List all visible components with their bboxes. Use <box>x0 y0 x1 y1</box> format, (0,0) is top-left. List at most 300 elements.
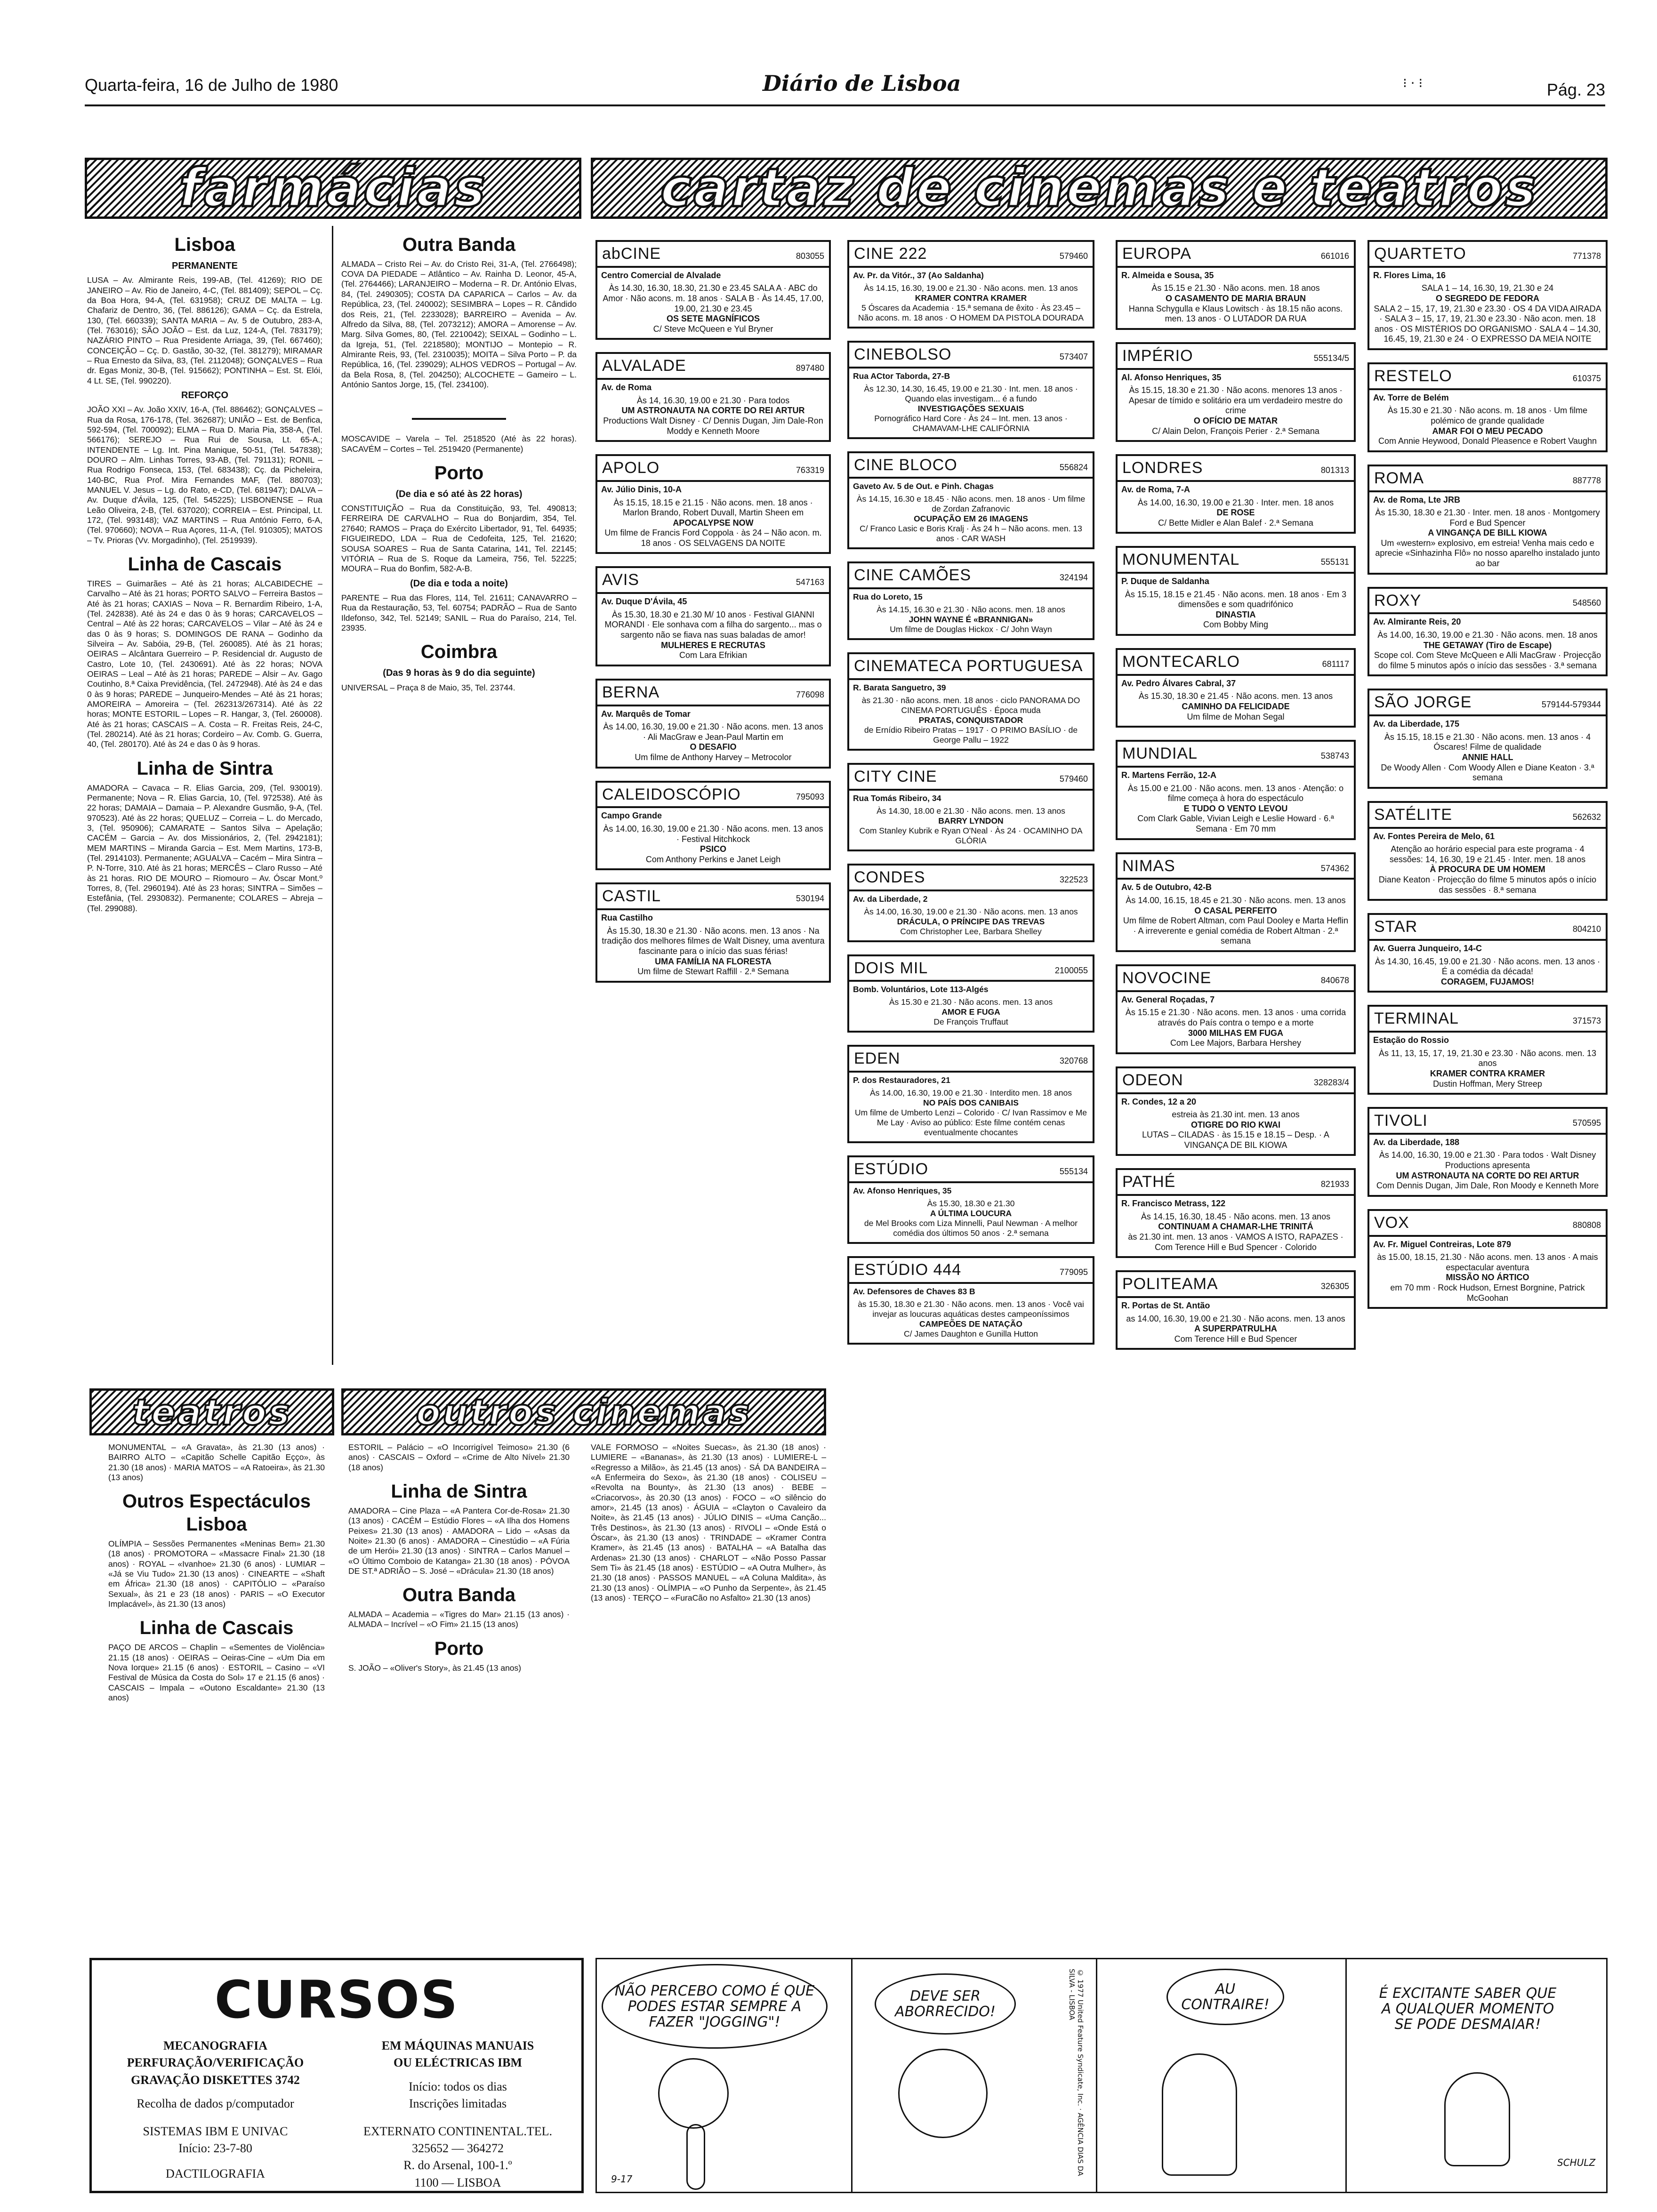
cinema-listing <box>1367 1209 1608 1309</box>
snoopy-figure-2 <box>1444 2072 1510 2166</box>
cinema-header <box>1118 456 1354 482</box>
cinema-name: LONDRES <box>1122 459 1203 477</box>
cinema-phone: 801313 <box>1320 465 1349 475</box>
farm-sintra-list: AMADORA – Cavaca – R. Elias Garcia, 209, (Tel. 930019). Permanente; Nova – R. Elias Garcia, 10, (Tel. 972538). Até às 22 horas; DAMAIA – Damaia – P. Alexandre Gusmão, 9-A, (Tel. 970523). Até às 22 horas; QUELUZ – Correia – L. do Mercado, 3, (Tel. 950906); CAMARATE – Santos Silva – Apelação; CACÉM – Garcia – Av. dos Missionários, 2, (Tel. 2942181); MEM MARTINS – Miranda Garcia – Est. Mem Martins, 173-B, (Tel. 2914103). Permanente; AGUALVA – Cacém – Mira Sintra – P. N-Torre, 310. Até às 21 horas; MERCÊS – Claro Russo – Até às 21 horas. RIO DE MOURO – Riomouro – Av. Óscar Mont.º Torres, 8, (Tel. 2960194). Até às 23 horas; SINTRA – Simões – Estefânia, (Tel. 2930832). Permanente; COLARES – Abreja – (Tel. 299088). <box>87 783 322 913</box>
cinema-address: Campo Grande <box>601 811 662 821</box>
cinema-name: CONDES <box>854 868 925 886</box>
cinema-listing <box>595 679 831 769</box>
cinema-phone: 776098 <box>796 689 824 699</box>
cinema-schedule: às 21.30 · não acons. men. 18 anos · ciclo PANORAMA DO CINEMA PORTUGUÊS · Época muda <box>861 695 1080 715</box>
section-oc-sintra: Linha de Sintra <box>391 1481 527 1502</box>
teatro-cascais-list: PAÇO DE ARCOS – Chaplin – «Sementes de Violência» 21.15 (18 anos) · OEIRAS – Oeiras-Cine – «Um Dia em Nova Iorque» 21.15 (6 anos) · ESTORIL – Casino – «VI Festival de Música da Costa do Sol» 17 e 21.15 (6 anos) · CASCAIS – Impala – «Outono Escaldante» 21.30 (13 anos) <box>108 1643 325 1702</box>
cinema-header <box>1369 690 1606 716</box>
section-teatro-cascais: Linha de Cascais <box>139 1618 294 1639</box>
cinema-schedule: Às 14.15, 16.30, 19.00 e 21.30 · Não acons. men. 13 anos <box>864 283 1078 293</box>
page-number: Pág. 23 <box>1546 80 1605 99</box>
snoopy-ears <box>686 2124 705 2190</box>
cinema-header <box>1118 1170 1354 1196</box>
movie-title: OCUPAÇÃO EM 26 IMAGENS <box>914 514 1028 524</box>
cinema-schedule: Às 15.15 e 21.30 · Não acons. men. 18 anos <box>1151 283 1320 293</box>
cinema-phone: 579460 <box>1059 251 1088 261</box>
cinema-listing <box>595 781 831 871</box>
cinema-header <box>849 1047 1093 1073</box>
cinema-header <box>1118 966 1354 992</box>
cinema-name: STAR <box>1374 918 1418 936</box>
cinema-name: MUNDIAL <box>1122 745 1198 763</box>
panel-divider <box>851 1959 853 2192</box>
panel-divider <box>1096 1959 1097 2192</box>
cinema-address: Av. de Roma, Lte JRB <box>1373 495 1461 505</box>
cinema-schedule: Às 15.30 e 21.30 · Não acons. men. 13 anos <box>889 997 1053 1007</box>
movie-credits: SALA 2 – 15, 17, 19, 21.30 e 23.30 · OS 4 DA VIDA AIRADA · SALA 3 – 15, 17, 19, 21.30 e 23.30 · Não acon. men. 18 anos · OS MISTÉRIOS DO ORGANISMO · SALA 4 – 14.30, 16.45, 19, 21.30 e 24 · O EXPRESSO DA MEIA NOITE <box>1374 304 1601 344</box>
divider <box>412 418 506 420</box>
movie-credits: LUTAS – CILADAS · às 15.15 e 18.15 – Desp. · A VINGANÇA DE BIL KIOWA <box>1142 1130 1329 1150</box>
movie-title: AMAR FOI O MEU PECADO <box>1432 426 1543 436</box>
cinema-phone: 779095 <box>1059 1267 1088 1277</box>
cinema-phone: 574362 <box>1320 863 1349 873</box>
movie-title: BARRY LYNDON <box>938 816 1004 825</box>
porto-subtitle-2: (De dia e toda a noite) <box>410 578 508 589</box>
ad-line: Inscrições limitadas <box>409 2097 507 2111</box>
movie-title: A SUPERPATRULHA <box>1194 1324 1277 1334</box>
cinema-header <box>597 354 829 380</box>
cinema-listing <box>595 454 831 554</box>
cinema-name: MONTECARLO <box>1122 653 1240 671</box>
cinema-listing <box>595 882 831 982</box>
cinema-address: Av. Fr. Miguel Contreiras, Lote 879 <box>1373 1239 1512 1249</box>
cinema-name: CALEIDOSCÓPIO <box>602 785 741 803</box>
movie-title: UM ASTRONAUTA NA CORTE DO REI ARTUR <box>621 406 805 416</box>
cinema-name: VOX <box>1374 1213 1409 1232</box>
cinema-schedule: Às 14.00, 16.30, 19.00 e 21.30 · Inter. men. 18 anos <box>1137 497 1334 507</box>
oc-porto-list: S. JOÃO – «Oliver's Story», às 21.45 (13 anos) <box>348 1663 522 1673</box>
movie-credits: De François Truffaut <box>933 1017 1008 1027</box>
cinema-header <box>849 1157 1093 1183</box>
strip-date: 9-17 <box>611 2173 633 2185</box>
cinema-address: Centro Comercial de Alvalade <box>601 270 721 280</box>
ad-line: Recolha de dados p/computador <box>137 2097 294 2111</box>
lucy-figure-2 <box>898 2049 988 2138</box>
movie-title: NO PAÍS DOS CANIBAIS <box>923 1098 1019 1108</box>
cinema-phone: 771378 <box>1572 251 1601 261</box>
cinema-address: Av. Torre de Belém <box>1373 393 1449 402</box>
movie-credits: C/ Bette Midler e Alan Balef · 2.ª Semana <box>1158 518 1313 528</box>
cinema-address: Av. da Liberdade, 188 <box>1373 1137 1460 1147</box>
cinema-address: R. Martens Ferrão, 12-A <box>1121 770 1217 780</box>
cinema-name: EDEN <box>854 1050 901 1068</box>
cinema-listing <box>1116 342 1356 442</box>
cinema-schedule: Às 15.30, 18.30 e 21.45 · Não acons. men. 13 anos <box>1138 691 1333 701</box>
movie-credits: Com Annie Heywood, Donald Pleasence e Robert Vaughn <box>1378 436 1597 446</box>
speech-bubble-2: DEVE SER ABORRECIDO! <box>875 1973 1016 2035</box>
cinema-schedule: Às 14.00, 16.15, 18.45 e 21.30 · Não acons. men. 13 anos <box>1126 895 1346 905</box>
cinema-address: R. Condes, 12 a 20 <box>1121 1097 1197 1106</box>
cinema-schedule: Às 15.15, 18.30 e 21.30 · Não acons. menores 13 anos · Apesar de tímido e solitário era um verdadeiro mestre do crime <box>1128 385 1343 416</box>
farm-porto-list-2: PARENTE – Rua das Flores, 114, Tel. 21611; CANAVARRO – Rua da Restauração, 53, Tel. 60754; PADRÃO – Rua de Santo Ildefonso, 342, Tel. 52149; SANIL – Rua do Paraíso, 214, Tel. 23935. <box>341 593 577 633</box>
cinema-name: SÃO JORGE <box>1374 693 1472 712</box>
cinema-name: ALVALADE <box>602 357 686 375</box>
cinema-header <box>849 654 1093 680</box>
cinema-phone: 795093 <box>796 792 824 801</box>
cursos-ad <box>89 1958 584 2193</box>
cinema-phone: 371573 <box>1572 1016 1601 1026</box>
cinema-address: Av. Duque D'Ávila, 45 <box>601 597 687 607</box>
cinema-header <box>597 884 829 910</box>
cinema-name: DOIS MIL <box>854 959 928 977</box>
cinema-listing <box>847 763 1094 851</box>
movie-title: O OFÍCIO DE MATAR <box>1193 416 1278 425</box>
cinema-schedule: Às 12.30, 14.30, 16.45, 19.00 e 21.30 · Int. men. 18 anos · Quando elas investigam... é a fundo <box>864 384 1078 403</box>
movie-title: CAMINHO DA FELICIDADE <box>1182 702 1290 712</box>
ad-line: EXTERNATO CONTINENTAL.TEL. 325652 — 364272 <box>363 2124 553 2155</box>
cinema-phone: 573407 <box>1059 352 1088 361</box>
cinema-schedule: Às 14.00, 16.30, 19.00 e 21.30 · Interdito men. 18 anos <box>869 1088 1072 1098</box>
cinema-address: Al. Afonso Henriques, 35 <box>1121 372 1222 382</box>
cinema-name: CINEMATECA PORTUGUESA <box>854 657 1083 675</box>
newspaper-title: Diário de Lisboa <box>763 71 961 96</box>
movie-title: O CASAMENTO DE MARIA BRAUN <box>1165 293 1306 303</box>
cinema-schedule: Às 15.00 e 21.00 · Não acons. men. 13 anos · Atenção: o filme começa à hora do espectáculo <box>1127 783 1344 803</box>
subhead-reforco: REFORÇO <box>181 390 228 401</box>
cinema-name: RESTELO <box>1374 367 1452 385</box>
farm-porto-list: CONSTITUIÇÃO – Rua da Constituição, 93, Tel. 490813; FERREIRA DE CARVALHO – Rua do Bonjardim, 354, Tel. 27640; RAMOS – Praça do Exército Libertador, 91, Tel. 64935; FIGUEIREDO, LDA – Rua de Cedofeita, 125, Tel. 21620; SOUSA SOARES – Rua de Santa Catarina, 141, Tel. 22145; VITÓRIA – Rua de S. Roque da Lameira, 756, Tel. 52225; MOURA – Rua do Bonfim, 582-A-B. <box>341 504 577 574</box>
cinema-listing <box>847 1256 1094 1345</box>
cinema-address: Av. da Liberdade, 175 <box>1373 719 1460 729</box>
farmacias-col-2 <box>341 226 577 694</box>
speech-bubble-1: NÃO PERCEBO COMO É QUE PODES ESTAR SEMPRE A FAZER "JOGGING"! <box>602 1964 828 2049</box>
cinema-schedule: estreia às 21.30 int. men. 13 anos <box>1172 1110 1300 1120</box>
outros-cinemas-col-1 <box>348 1443 570 1674</box>
movie-credits: Dustin Hoffman, Mery Streep <box>1433 1079 1542 1089</box>
cinema-listing <box>847 1045 1094 1143</box>
movie-title: E TUDO O VENTO LEVOU <box>1183 803 1288 813</box>
oc-banda-list: ALMADA – Academia – «Tigres do Mar» 21.15 (13 anos) · ALMADA – Incrível – «O Fim» 21.15 (13 anos) <box>348 1610 570 1629</box>
ad-line: R. do Arsenal, 100-1.º <box>403 2158 512 2172</box>
ad-line: EM MÁQUINAS MANUAIS <box>381 2039 534 2052</box>
movie-title: DRÁCULA, O PRÍNCIPE DAS TREVAS <box>897 916 1045 926</box>
cinema-header <box>1369 915 1606 941</box>
cinema-schedule: Às 14.00, 16.30, 19.00 e 21.30 · Para todos · Walt Disney Productions apresenta <box>1379 1150 1596 1170</box>
cinema-col-3 <box>1116 240 1356 1362</box>
cinema-address: Av. 5 de Outubro, 42-B <box>1121 882 1212 892</box>
cinema-address: Av. de Roma, 7-A <box>1121 484 1190 494</box>
cinema-address: R. Francisco Metrass, 122 <box>1121 1199 1226 1209</box>
cinema-name: ROMA <box>1374 469 1424 487</box>
cinema-listing <box>1116 240 1356 330</box>
cinema-phone: 322523 <box>1059 874 1088 884</box>
cinema-name: SATÉLITE <box>1374 805 1453 824</box>
movie-credits: Productions Walt Disney · C/ Dennis Dugan, Jim Dale-Ron Moddy e Kenneth Moore <box>603 416 823 436</box>
cinema-address: R. Almeida e Sousa, 35 <box>1121 270 1214 280</box>
cinema-header <box>597 681 829 706</box>
cinema-address: R. Flores Lima, 16 <box>1373 270 1446 280</box>
movie-title: KRAMER CONTRA KRAMER <box>915 293 1027 303</box>
cinema-listing <box>595 352 831 442</box>
cinema-listing <box>1116 454 1356 534</box>
cinema-phone: 803055 <box>796 251 824 261</box>
cinema-phone: 661016 <box>1320 251 1349 261</box>
cinema-header <box>1118 854 1354 880</box>
movie-credits: em 70 mm · Rock Hudson, Ernest Borgnine, Patrick McGoohan <box>1390 1283 1585 1303</box>
cinema-schedule: Às 15.15, 18.15 e 21.45 · Não acons. men. 18 anos · Em 3 dimensões e som quadrifónico <box>1125 589 1347 609</box>
cinema-listing <box>847 864 1094 942</box>
movie-title: DE ROSE <box>1216 508 1255 518</box>
movie-credits: Com Anthony Perkins e Janet Leigh <box>645 854 781 864</box>
cinema-header <box>849 242 1093 268</box>
cinema-address: Av. Pedro Álvares Cabral, 37 <box>1121 678 1236 688</box>
peanuts-comic <box>595 1958 1608 2193</box>
cinema-listing <box>847 341 1094 439</box>
cinema-schedule: às 15.00, 18.15, 21.30 · Não acons. men. 13 anos · A mais espectacular aventura <box>1377 1252 1598 1272</box>
section-lisboa: Lisboa <box>174 234 235 255</box>
farm-reforco-list: JOÃO XXI – Av. João XXIV, 16-A, (Tel. 886462); GONÇALVES – Rua da Rosa, 176-178, (Tel. 362687); UNIÃO – Est. de Benfica, 592-594, (Tel. 700092); ELMA – Rua D. Maria Pia, 358-A, (Tel. 566176); SEREJO – Rua Rui de Sousa, Lt. 65-A.; INTENDENTE – Lg. Int. Pina Manique, 50-51, (Tel. 547838); DOURO – Alm. Linhas Torres, 93-AB, (Tel. 791131); RONIL – Rua Rodrigo Fonseca, 153, (Tel. 683438); Cç. da Picheleira, 140-BC, Rua Prof. Mira Fernandes MAF, (Tel. 880703); MANUEL V. Jesus – Lg. do Rato, e-CD, (Tel. 681947); DALVA – Av. Duque d'Ávila, 125, (Tel. 545225); LISBONENSE – Rua Leão Oliveira, 2-B, (Tel. 637020); CORREIA – Est. Principal, Lt. 172, (Tel. 993148); VAZ MARTINS – Rua António Ferro, 6-A, (Tel. 970660); NOVA – Rua Açores, 11-A, (Tel. 910305); MATOS – Tv. Prioras (Vv. Morgadinho), (Tel. 2519939). <box>87 405 322 545</box>
cinema-schedule: Às 14.30, 18.00 e 21.30 · Não acons. men. 13 anos <box>877 806 1065 816</box>
cinema-listing <box>1367 362 1608 452</box>
cinema-phone: 610375 <box>1572 373 1601 383</box>
cinema-name: NOVOCINE <box>1122 969 1212 987</box>
cinema-schedule: Às 15.30, 18.30 e 21.30 <box>927 1198 1015 1208</box>
cinema-col-2 <box>847 240 1094 1357</box>
movie-title: THE GETAWAY (Tiro de Escape) <box>1423 640 1552 650</box>
movie-credits: Pornográfico Hard Core · Às 24 – Int. men. 13 anos · CHAMAVAM-LHE CALIFÓRNIA <box>874 413 1068 433</box>
page-header <box>85 71 1605 104</box>
cinema-header <box>1369 1211 1606 1237</box>
cinema-schedule: Às 11, 13, 15, 17, 19, 21.30 e 23.30 · Não acons. men. 13 anos <box>1379 1048 1596 1068</box>
cinema-name: CITY CINE <box>854 767 937 785</box>
cinema-listing <box>847 954 1094 1033</box>
cinema-name: BERNA <box>602 683 660 701</box>
cinema-address: Av. de Roma <box>601 383 652 393</box>
movie-credits: Um filme de Stewart Raffill · 2.ª Semana <box>637 967 789 977</box>
movie-credits: às 21.30 int. men. 13 anos · VAMOS A ISTO, RAPAZES · Com Terence Hill e Bud Spencer · Colorido <box>1128 1232 1343 1252</box>
cinema-address: Rua ACtor Taborda, 27-B <box>853 371 950 381</box>
cinema-address: Av. da Liberdade, 2 <box>853 894 928 904</box>
ad-line: 1100 — LISBOA <box>414 2175 501 2189</box>
movie-credits: Hanna Schygulla e Klaus Lowitsch · às 18.15 não acons. men. 13 anos · O LUTADOR DA RUA <box>1128 304 1343 324</box>
cinema-header <box>849 956 1093 982</box>
outros-cinemas-estoril: ESTORIL – Palácio – «O Incorrigível Teimoso» 21.30 (6 anos) · CASCAIS – Oxford – «Crime de Alto Nível» 21.30 (18 anos) <box>348 1443 570 1472</box>
cinema-phone: 570595 <box>1572 1118 1601 1128</box>
cinema-phone: 2100055 <box>1054 965 1088 975</box>
movie-credits: C/ Alain Delon, François Perier · 2.ª Semana <box>1152 426 1319 436</box>
movie-title: KRAMER CONTRA KRAMER <box>1430 1068 1545 1078</box>
movie-credits: Um filme de Umberto Lenzi – Colorido · C/ Ivan Rassimov e Me Me Lay · Aviso ao público: Este filme contém cenas eventualmente chocantes <box>854 1108 1087 1138</box>
cinema-schedule: Às 15.30, 18.30 e 21.30 · Inter. men. 18 anos · Montgomery Ford e Bud Spencer <box>1375 508 1600 528</box>
cinema-name: CASTIL <box>602 887 661 906</box>
cinema-header <box>1118 242 1354 268</box>
cinema-address: Bomb. Voluntários, Lote 113-Algés <box>853 985 989 994</box>
cinema-schedule: Às 14.15, 16.30 e 21.30 · Não acons. men. 18 anos <box>877 605 1065 615</box>
cinema-name: PATHÉ <box>1122 1173 1176 1191</box>
movie-credits: Um filme de Anthony Harvey – Metrocolor <box>635 753 792 762</box>
ad-line: Início: todos os dias <box>409 2079 507 2093</box>
cinema-name: CINE BLOCO <box>854 456 957 474</box>
movie-credits: Com Terence Hill e Bud Spencer <box>1174 1334 1297 1344</box>
cinema-schedule: Às 15.30, 18.30 e 21.30 M/ 10 anos · Festival GIANNI MORANDI · Ele sonhava com a filha do sargento... mas o sargento não se fiava nas suas baladas de amor! <box>604 609 822 640</box>
movie-credits: de Ernídio Ribeiro Pratas – 1917 · O PRIMO BASÍLIO · de George Pallu – 1922 <box>864 725 1078 745</box>
cinema-name: CINE 222 <box>854 245 927 263</box>
cinema-listing <box>1116 546 1356 636</box>
cinema-address: Av. Pr. da Vitór., 37 (Ao Saldanha) <box>853 270 984 280</box>
cinema-phone: 326305 <box>1320 1282 1349 1291</box>
cinema-name: AVIS <box>602 571 639 589</box>
movie-credits: C/ Steve McQueen e Yul Bryner <box>653 324 773 334</box>
cinema-phone: 579460 <box>1059 774 1088 784</box>
cinema-header <box>1118 650 1354 676</box>
lucy-figure <box>658 2058 729 2129</box>
cinema-address: Gaveto Av. 5 de Out. e Pinh. Chagas <box>853 481 994 491</box>
cinema-header <box>1118 344 1354 370</box>
farm-banda-list: ALMADA – Cristo Rei – Av. do Cristo Rei, 31-A, (Tel. 2766498); COVA DA PIEDADE – Atlântico – Av. Rainha D. Leonor, 45-A, (Tel. 2764466); LARANJEIRO – Moderna – R. Dr. António Elvas, 84, (Tel. 2490305); COSTA DA CAPARICA – Carlos – Av. da República, 23, (Tel. 240002); SESIMBRA – Lopes – R. Cândido dos Reis, 21, (Tel. 2233028); BARREIRO – Avenida – Av. Alfredo da Silva, 88, (Tel. 2073212); AMORA – Amorense – Av. Marg. Silva Gomes, 80, (Tel. 2210042); SEIXAL – Godinho – L. da Igreja, 51, (Tel. 2218580); MONTIJO – Montepio – R. Almirante Reis, 93, (Tel. 2310035); MOITA – Silva Porto – P. da República, 16, (Tel. 239029); ALHOS VEDROS – Portugal – Av. da Bela Rosa, 8, (Tel. 204250); ALCOCHETE – Gameiro – L. António Santos Jorge, 15, (Tel. 234100). <box>341 259 577 389</box>
cinema-phone: 887778 <box>1572 475 1601 485</box>
cinema-listing <box>1367 1107 1608 1197</box>
section-coimbra: Coimbra <box>420 641 498 663</box>
movie-credits: Diane Keaton · Projecção do filme 5 minutos após o início das sessões · 8.ª semana <box>1378 874 1597 895</box>
movie-title: JOHN WAYNE É «BRANNIGAN» <box>909 615 1033 625</box>
cinema-address: Av. Júlio Dinis, 10-A <box>601 484 682 494</box>
cinema-phone: 328283/4 <box>1313 1077 1349 1087</box>
cinema-schedule: Às 15.15, 18.15 e 21.15 · Não acons. men. 18 anos · Marlon Brando, Robert Duvall, Martin Sheen em <box>613 497 813 518</box>
cinema-col-1 <box>595 240 831 995</box>
cinema-header <box>1369 1007 1606 1033</box>
cinema-name: NIMAS <box>1122 857 1175 875</box>
cinema-phone: 821933 <box>1320 1179 1349 1189</box>
farm-lisboa-list: LUSA – Av. Almirante Reis, 199-AB, (Tel. 41269); RIO DE JANEIRO – Av. Rio de Janeiro, 4-C, (Tel. 881409); SEPOL – Cç. da Boa Hora, 94-A, (Tel. 631958); CRUZ DE MALTA – Lg. Chafariz de Dentro, 36, (Tel. 886126); GAMA – Cç. da Estrela, 130, (Tel. 660339); SANTA MARIA – Av. 5 de Outubro, 283-A, (Tel. 763016); SÃO JOÃO – Est. da Luz, 124-A, (Tel. 783179); NAZÁRIO PINTO – Rua Presidente Arriaga, 39, (Tel. 667460); CONCEIÇÃO – Cç. D. Gastão, 30-32, (Tel. 381279); MIRAMAR – Rua Ernesto da Silva, 83, (Tel. 2112048); GONÇALVES – Rua dr. Egas Moniz, 30-B, (Tel. 915662); PONTINHA – Est. St. Elói, 4 Lt. SE, (Tel. 990220). <box>87 275 322 385</box>
cinema-header <box>849 866 1093 891</box>
porto-subtitle: (De dia e só até às 22 horas) <box>395 489 523 499</box>
cinema-phone: 530194 <box>796 894 824 904</box>
cinema-header <box>1369 1109 1606 1135</box>
cinema-address: Av. Defensores de Chaves 83 B <box>853 1286 975 1296</box>
cinema-schedule: as 14.00, 16.30, 19.00 e 21.30 · Não acons. men. 13 anos <box>1126 1314 1345 1323</box>
cinema-schedule: Às 15.30, 18.30 e 21.30 · Não acons. men. 13 anos · Na tradição dos melhores filmes de Walt Disney, uma aventura fascinante para o início das suas férias! <box>602 926 825 956</box>
cinema-listing <box>1116 1168 1356 1258</box>
movie-title: APOCALYPSE NOW <box>673 518 754 528</box>
cinema-schedule: Atenção ao horário especial para este programa · 4 sessões: 14, 16.30, 19 e 21.45 · Inter. men. 18 anos <box>1389 844 1586 864</box>
cinema-address: R. Portas de St. Antão <box>1121 1301 1210 1311</box>
cinema-name: POLITEAMA <box>1122 1275 1218 1293</box>
section-outra-banda: Outra Banda <box>402 234 516 255</box>
cinema-listing <box>847 451 1094 550</box>
movie-credits: Com Bobby Ming <box>1203 620 1269 630</box>
panel-divider <box>1345 1959 1347 2192</box>
cinema-name: TERMINAL <box>1374 1010 1459 1028</box>
cinema-header <box>597 568 829 594</box>
cinema-header <box>1118 742 1354 768</box>
movie-title: MISSÃO NO ÁRTICO <box>1446 1273 1529 1282</box>
cinema-listing <box>1116 964 1356 1054</box>
cinema-phone: 880808 <box>1572 1220 1601 1230</box>
movie-title: UM ASTRONAUTA NA CORTE DO REI ARTUR <box>1396 1170 1579 1180</box>
cinema-name: ROXY <box>1374 591 1422 609</box>
cartaz-banner: cartaz de cinemas e teatros <box>591 158 1608 219</box>
cinema-phone: 579144-579344 <box>1541 700 1601 710</box>
section-outros-espectaculos: Outros Espectáculos Lisboa <box>122 1491 311 1535</box>
cinema-header <box>849 563 1093 589</box>
farm-coimbra-list: UNIVERSAL – Praça 8 de Maio, 35, Tel. 23744. <box>341 682 515 692</box>
cinema-phone: 562632 <box>1572 812 1601 822</box>
cinema-address: Estação do Rossio <box>1373 1035 1449 1045</box>
cinema-schedule: Às 14.30, 16.45, 19.00 e 21.30 · Não acons. men. 13 anos · É a comédia da década! <box>1375 956 1601 977</box>
thought-text-4: É EXCITANTE SABER QUE A QUALQUER MOMENTO SE PODE DESMAIAR! <box>1379 1985 1557 2033</box>
movie-title: A ÚLTIMA LOUCURA <box>930 1208 1012 1218</box>
movie-title: PRATAS, CONQUISTADOR <box>918 715 1023 725</box>
cinema-listing <box>595 566 831 666</box>
movie-credits: Scope col. Com Steve McQueen e Alli MacGraw · Projecção do filme 5 minutos após o início das sessões · 3.ª semana <box>1374 650 1601 670</box>
cinema-phone: 538743 <box>1320 751 1349 761</box>
cinema-listing <box>847 652 1094 751</box>
cinema-schedule: Às 14.00, 16.30, 19.00 e 21.30 · Não acons. men. 13 anos · Festival Hitchkock <box>603 824 823 844</box>
farmacias-col-1 <box>87 226 322 959</box>
cinema-schedule: Às 14, 16.30, 19.00 e 21.30 · Para todos <box>636 395 790 405</box>
cinema-header <box>1369 242 1606 268</box>
coimbra-subtitle: (Das 9 horas às 9 do dia seguinte) <box>383 668 535 679</box>
cinema-name: CINEBOLSO <box>854 345 952 363</box>
cinema-name: CINE CAMÕES <box>854 566 972 585</box>
movie-title: CORAGEM, FUJAMOS! <box>1441 977 1534 986</box>
movie-title: O SEGREDO DE FEDORA <box>1435 293 1540 303</box>
cinema-listing <box>1116 648 1356 728</box>
movie-credits: Com Christopher Lee, Barbara Shelley <box>900 926 1042 936</box>
movie-title: OTIGRE DO RIO KWAI <box>1190 1120 1280 1130</box>
movie-title: PSICO <box>700 844 726 854</box>
movie-credits: Um «western» explosivo, em estreia! Venha mais cedo e aprecie «Sinhazinha Flô» no nosso aparelho instalado junto ao bar <box>1375 538 1600 569</box>
cinema-address: Av. Guerra Junqueiro, 14-C <box>1373 943 1482 953</box>
cinema-schedule: às 15.30, 18.30 e 21.30 · Não acons. men. 13 anos · Você vai invejar as loucuras aquáticas destes campeoníssimos <box>858 1299 1084 1319</box>
movie-title: OS SETE MAGNÍFICOS <box>666 314 760 324</box>
section-oc-porto: Porto <box>434 1638 484 1659</box>
header-rule <box>85 104 1605 106</box>
teatros-banner: teatros <box>89 1388 334 1435</box>
cinema-listing <box>1116 1270 1356 1350</box>
ad-line: Início: 23-7-80 <box>178 2141 252 2155</box>
cinema-header <box>1118 548 1354 574</box>
movie-credits: Com Clark Gable, Vivian Leigh e Leslie Howard · 6.ª Semana · Em 70 mm <box>1137 814 1334 834</box>
movie-title: ANNIE HALL <box>1462 753 1513 762</box>
ad-line: MECANOGRAFIA <box>163 2039 267 2052</box>
cinema-schedule: Às 15.15 e 21.30 · Não acons. men. 13 anos · uma corrida através do País contra o tempo e a morte <box>1125 1008 1346 1027</box>
cinema-listing <box>847 1155 1094 1244</box>
cinema-header <box>849 765 1093 791</box>
outros-cinemas-col-2 <box>591 1443 826 1604</box>
cinema-phone: 548560 <box>1572 598 1601 608</box>
cinema-listing <box>1367 913 1608 993</box>
cinema-schedule: Às 15.15, 18.15 e 21.30 · Não acons. men. 13 anos · 4 Óscares! Filme de qualidade <box>1384 732 1591 752</box>
section-oc-banda: Outra Banda <box>402 1585 516 1606</box>
cinema-address: Av. Almirante Reis, 20 <box>1373 617 1461 627</box>
cinema-schedule: Às 14.00, 16.30, 19.00 e 21.30 · Não acons. men. 13 anos <box>864 906 1078 916</box>
cinema-header <box>597 456 829 482</box>
cinema-header <box>1118 1068 1354 1094</box>
cinema-listing <box>1116 852 1356 952</box>
artist-signature: SCHULZ <box>1557 2157 1596 2168</box>
farm-cascais-list: TIRES – Guimarães – Até às 21 horas; ALCABIDECHE – Carvalho – Até às 21 horas; PORTO SALVO – Ferreira Bastos – Até às 21 horas; CAXIAS – Nova – R. Bernardim Ribeiro, 1-A, (Tel. 242838). Até às 24 e das 0 às 9 horas; CARCAVELOS – Central – Até às 22 horas; CARCAVELOS – Vilar – Até às 24 e das 0 às 9 horas; S. DOMINGOS DE RANA – Godinho da Silveira – Av. Sabóia, 29-B, (Tel. 260085). Até às 21 horas; OEIRAS – Alcântara Guerreiro – P. Residencial dr. Augusto de Castro, Lote 10, (Tel. 2430691). Até às 22 horas; NOVA OEIRAS – Leal – Até às 21 horas; PAREDE – Alsir – Av. Gago Coutinho, 8.ª Caixa Previdência, (Tel. 2472948). Até às 24 e das 0 às 9 horas; PAREDE – Junqueiro-Mendes – Até às 21 horas; AMOREIRA – Amoreira – (Tel. 262313/267314). Até às 22 horas; MONTE ESTORIL – Lopes – R. Hangar, 3, (Tel. 260008). Até às 21 horas; CASCAIS – A. Costa – R. Freitas Reis, 24-C, (Tel. 280214). Até às 21 horas; Cordeiro – Av. Comb. G. Guerra, 40, (Tel. 280170). Até às 24 e das 0 às 9 horas. <box>87 578 322 749</box>
cinema-header <box>1369 466 1606 492</box>
movie-credits: Um filme de Mohan Segal <box>1187 712 1285 721</box>
cinema-phone: 556824 <box>1059 462 1088 472</box>
cinema-listing <box>847 240 1094 329</box>
movie-title: O CASAL PERFEITO <box>1194 906 1277 915</box>
cinema-listing <box>1116 740 1356 840</box>
cinema-listing <box>595 240 831 340</box>
movie-credits: Um filme de Douglas Hickox · C/ John Wayn <box>890 625 1052 634</box>
cinema-name: APOLO <box>602 459 660 477</box>
cinema-schedule: Às 14.15, 16.30, 18.45 · Não acons. men. 13 anos <box>1141 1211 1331 1221</box>
movie-credits: de Mel Brooks com Liza Minnelli, Paul Newman · A melhor comédia dos últimos 50 anos · 2.ª semana <box>864 1218 1078 1238</box>
cinema-phone: 897480 <box>796 363 824 373</box>
header-mark: ⁝ ⋅ ⁝ <box>1403 76 1423 90</box>
movie-credits: 5 Óscares da Academia · 15.ª semana de êxito · Às 23.45 – Não acons. m. 18 anos · O HOMEM DA PISTOLA DOURADA <box>858 303 1084 322</box>
